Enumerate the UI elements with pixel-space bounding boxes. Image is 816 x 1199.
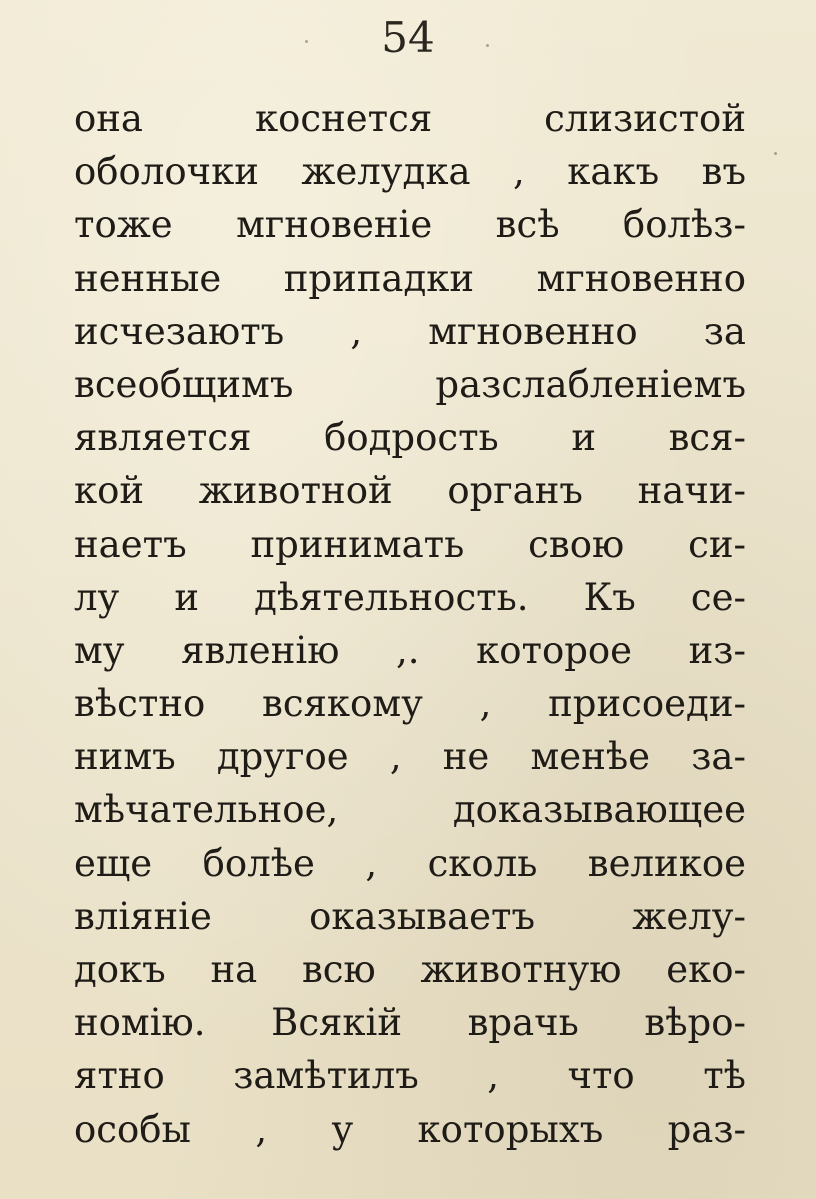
text-line: исчезаютъ , мгновенно за (74, 309, 746, 353)
text-line: кой животной органъ начи- (74, 469, 746, 513)
text-line: докъ на всю животную еко- (74, 948, 746, 991)
text-line: му явленію ,. которое из- (74, 628, 746, 672)
text-line: номію. Всякій врачь вѣро- (74, 1001, 746, 1045)
body-text (74, 92, 746, 1156)
text-line: наетъ принимать свою си- (74, 522, 746, 566)
text-line: всеобщимъ разслабленіемъ (74, 362, 746, 406)
text-line: нимъ другое , не менѣе за- (74, 735, 746, 779)
text-line: ненные припадки мгновенно (74, 256, 746, 300)
text-line: мѣчательное, доказывающее (74, 788, 746, 832)
text-line: оболочки желудка , какъ въ (74, 150, 746, 194)
paper-speck (486, 44, 489, 47)
text-line: вліяніе оказываетъ желу- (74, 894, 746, 938)
page-number: 54 (381, 13, 435, 62)
text-line: вѣстно всякому , присоеди- (74, 682, 746, 726)
text-line: лу и дѣятельность. Къ се- (74, 575, 746, 619)
text-line: тоже мгновеніе всѣ болѣз- (74, 203, 746, 247)
text-line: еще болѣе , сколь великое (74, 841, 746, 885)
text-line: является бодрость и вся- (74, 416, 746, 460)
text-line: особы , у которыхъ раз- (74, 1107, 746, 1151)
paper-speck (305, 40, 308, 43)
text-line: ятно замѣтилъ , что тѣ (74, 1054, 746, 1098)
text-line: она коснется слизистой (74, 97, 746, 140)
paper-speck (774, 152, 777, 155)
